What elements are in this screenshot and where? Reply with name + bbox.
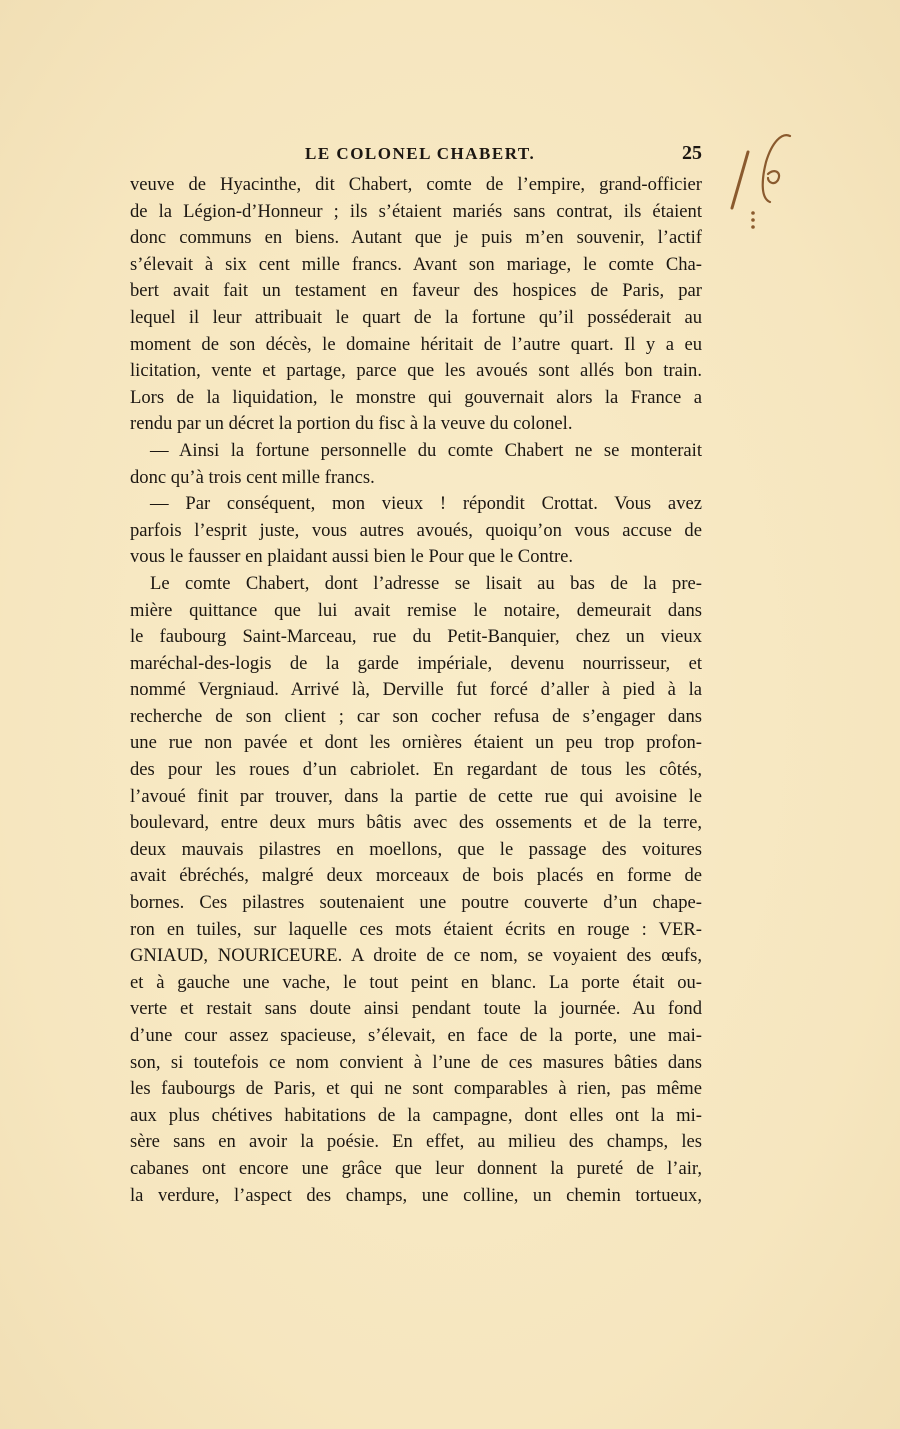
text-line: rendu par un décret la portion du fisc à la veuve du colonel. — [130, 413, 573, 435]
text-line: des pour les roues d’un cabriolet. En regardant de tous les côtés, — [130, 759, 702, 781]
text-line: cabanes ont encore une grâce que leur donnent la pureté de l’air, — [130, 1157, 702, 1179]
text-line: aux plus chétives habitations de la campagne, dont elles ont la mi- — [130, 1104, 702, 1126]
text-line: avait ébréchés, malgré deux morceaux de bois placés en forme de — [130, 865, 702, 887]
text-line: ron en tuiles, sur laquelle ces mots étaient écrits en rouge : VER- — [130, 918, 702, 940]
text-line: Lors de la liquidation, le monstre qui gouvernait alors la France a — [130, 386, 702, 408]
text-line: moment de son décès, le domaine héritait de l’autre quart. Il y a eu — [130, 333, 702, 355]
text-line: son, si toutefois ce nom convient à l’une de ces masures bâties dans — [130, 1051, 702, 1073]
text-line: de la Légion-d’Honneur ; ils s’étaient mariés sans contrat, ils étaient — [130, 200, 702, 222]
text-line: Le comte Chabert, dont l’adresse se lisait au bas de la pre- — [150, 572, 702, 594]
text-line: bert avait fait un testament en faveur des hospices de Paris, par — [130, 280, 702, 302]
text-line: deux mauvais pilastres en moellons, que le passage des voitures — [130, 838, 702, 860]
text-line: licitation, vente et partage, parce que les avoués sont allés bon train. — [130, 360, 702, 382]
text-line: d’une cour assez spacieuse, s’élevait, en face de la porte, une mai- — [130, 1025, 702, 1046]
text-line: boulevard, entre deux murs bâtis avec des ossements et de la terre, — [130, 812, 702, 834]
handwritten-folio-number — [722, 128, 802, 238]
text-line: — Par conséquent, mon vieux ! répondit Crottat. Vous avez — [150, 493, 702, 515]
text-line: recherche de son client ; car son cocher refusa de s’engager dans — [130, 705, 702, 727]
text-line: s’élevait à six cent mille francs. Avant son mariage, le comte Cha- — [130, 253, 702, 275]
text-line: mière quittance que lui avait remise le notaire, demeurait dans — [130, 599, 702, 621]
page-number: 25 — [682, 142, 702, 164]
text-line: donc communs en biens. Autant que je puis m’en souvenir, l’actif — [130, 227, 702, 249]
text-line: une rue non pavée et dont les ornières étaient un peu trop profon- — [130, 732, 702, 754]
running-title: LE COLONEL CHABERT. — [305, 144, 536, 163]
text-line: veuve de Hyacinthe, dit Chabert, comte de l’empire, grand-officier — [130, 174, 702, 195]
text-line: vous le fausser en plaidant aussi bien le Pour que le Contre. — [130, 546, 574, 568]
text-line: nommé Vergniaud. Arrivé là, Derville fut forcé d’aller à pied à la — [130, 679, 702, 701]
text-line: bornes. Ces pilastres soutenaient une poutre couverte d’un chape- — [130, 892, 702, 914]
text-line: donc qu’à trois cent mille francs. — [130, 466, 375, 488]
text-line: et à gauche une vache, le tout peint en blanc. La porte était ou- — [130, 971, 702, 993]
text-line: la verdure, l’aspect des champs, une colline, un chemin tortueux, — [130, 1184, 702, 1206]
text-line: parfois l’esprit juste, vous autres avoués, quoiqu’on vous accuse de — [130, 519, 702, 541]
body-text — [130, 172, 702, 1209]
text-line: le faubourg Saint-Marceau, rue du Petit-Banquier, chez un vieux — [130, 626, 702, 648]
text-line: l’avoué finit par trouver, dans la partie de cette rue qui avoisine le — [130, 785, 702, 807]
page-header — [130, 142, 702, 168]
text-line: les faubourgs de Paris, et qui ne sont comparables à rien, pas même — [130, 1078, 702, 1100]
text-line: sère sans en avoir la poésie. En effet, au milieu des champs, les — [130, 1131, 702, 1153]
text-line: lequel il leur attribuait le quart de la fortune qu’il posséderait au — [130, 306, 702, 328]
text-line: GNIAUD, NOURICEURE. A droite de ce nom, se voyaient des œufs, — [130, 945, 702, 967]
text-line: — Ainsi la fortune personnelle du comte Chabert ne se monterait — [150, 439, 702, 461]
text-line: maréchal-des-logis de la garde impériale, devenu nourrisseur, et — [130, 652, 702, 674]
text-line: verte et restait sans doute ainsi pendant toute la journée. Au fond — [130, 998, 702, 1020]
